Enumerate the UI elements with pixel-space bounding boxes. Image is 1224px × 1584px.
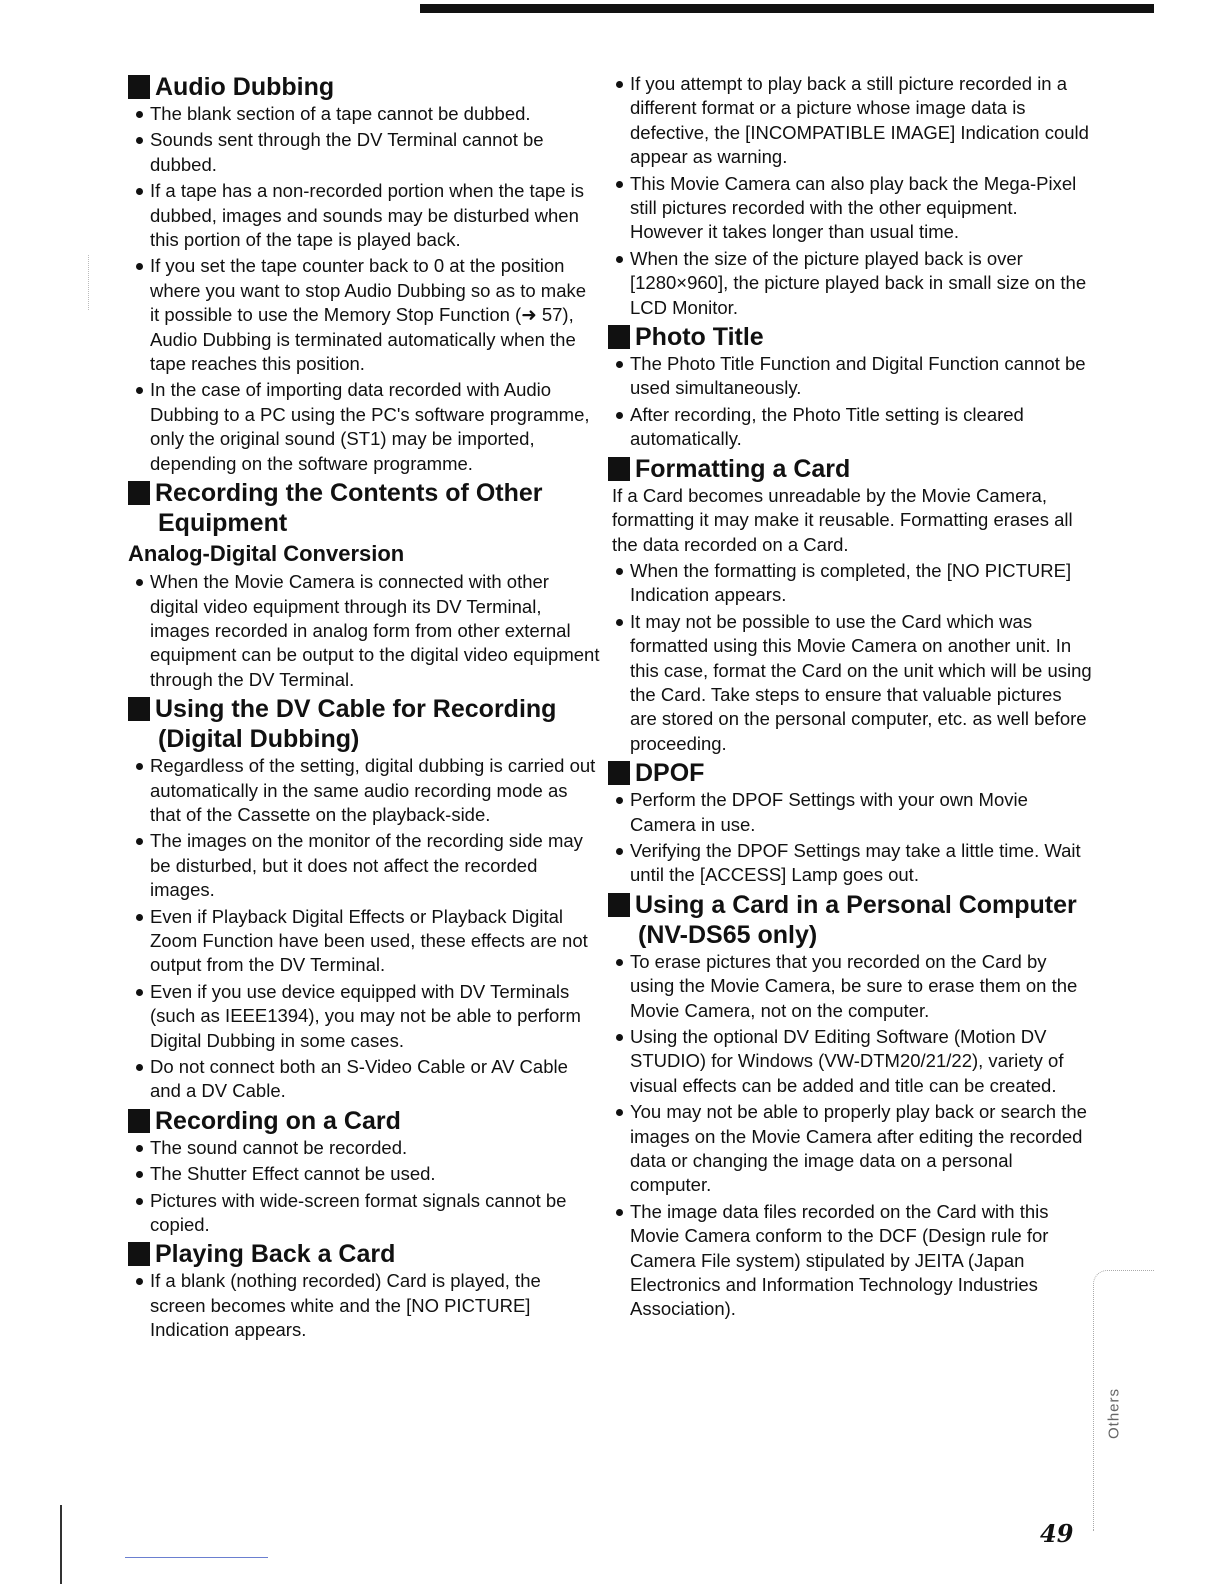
list-item: You may not be able to properly play back or search the images on the Movie Camera after editing the recorded data or changing the image data on a personal computer. — [608, 1100, 1092, 1198]
list-item: Even if you use device equipped with DV Terminals (such as IEEE1394), you may not be able to perform Digital Dubbing in some cases. — [128, 980, 600, 1053]
section-title: Photo Title — [608, 322, 1092, 352]
section-card-personal-computer — [608, 890, 1092, 1322]
list-item: The sound cannot be recorded. — [128, 1136, 600, 1160]
list-item: The Photo Title Function and Digital Function cannot be used simultaneously. — [608, 352, 1092, 401]
bullet-list — [128, 570, 600, 692]
list-item: When the Movie Camera is connected with other digital video equipment through its DV Terminal, images recorded in analog form from other external equipment can be output to the digital video equipment through the DV Terminal. — [128, 570, 600, 692]
section-audio-dubbing — [128, 72, 600, 476]
list-item: Pictures with wide-screen format signals cannot be copied. — [128, 1189, 600, 1238]
section-title: Recording on a Card — [128, 1106, 600, 1136]
bullet-list — [128, 1269, 600, 1342]
bullet-list — [608, 788, 1092, 888]
bullet-list — [608, 559, 1092, 756]
list-item: This Movie Camera can also play back the Mega-Pixel still pictures recorded with the other equipment. However it takes longer than usual time. — [608, 172, 1092, 245]
section-digital-dubbing — [128, 694, 600, 1104]
list-item: The Shutter Effect cannot be used. — [128, 1162, 600, 1186]
list-item: After recording, the Photo Title setting is cleared automatically. — [608, 403, 1092, 452]
list-item: In the case of importing data recorded with Audio Dubbing to a PC using the PC's software programme, only the original sound (ST1) may be imported, depending on the software programme. — [128, 378, 600, 476]
bottom-line — [125, 1557, 268, 1558]
square-bullet-icon — [128, 1242, 150, 1266]
section-title: DPOF — [608, 758, 1092, 788]
section-photo-title — [608, 322, 1092, 452]
bullet-list — [608, 352, 1092, 452]
list-item: If you attempt to play back a still picture recorded in a different format or a picture whose image data is defective, the [INCOMPATIBLE IMAGE] Indication could appear as warning. — [608, 72, 1092, 170]
right-column — [608, 72, 1092, 1324]
top-rule — [420, 4, 1154, 13]
left-margin-rule — [60, 1505, 62, 1584]
list-item: It may not be possible to use the Card which was formatted using this Movie Camera on another unit. In this case, format the Card on the unit which will be using the Card. Take steps to ensure that valuable pictures are stored on the personal computer, etc. as well before proceeding. — [608, 610, 1092, 756]
margin-mark — [88, 255, 90, 310]
section-recording-on-card — [128, 1106, 600, 1238]
bullet-list — [608, 72, 1092, 320]
bullet-list — [128, 754, 600, 1104]
side-tab — [1093, 1270, 1154, 1531]
bullet-list — [608, 950, 1092, 1322]
bullet-list — [128, 102, 600, 476]
section-dpof — [608, 758, 1092, 888]
section-title: Using a Card in a Personal Computer (NV-DS65 only) — [608, 890, 1092, 950]
list-item: The blank section of a tape cannot be dubbed. — [128, 102, 600, 126]
square-bullet-icon — [128, 481, 150, 505]
section-title: Recording the Contents of Other Equipment — [128, 478, 600, 538]
square-bullet-icon — [608, 893, 630, 917]
section-title: Audio Dubbing — [128, 72, 600, 102]
section-playing-back-card — [128, 1239, 600, 1342]
section-title: Playing Back a Card — [128, 1239, 600, 1269]
bullet-list — [128, 1136, 600, 1238]
square-bullet-icon — [128, 75, 150, 99]
list-item: Do not connect both an S-Video Cable or AV Cable and a DV Cable. — [128, 1055, 600, 1104]
square-bullet-icon — [608, 457, 630, 481]
list-item: Perform the DPOF Settings with your own Movie Camera in use. — [608, 788, 1092, 837]
list-item: If you set the tape counter back to 0 at the position where you want to stop Audio Dubbing so as to make it possible to use the Memory Stop Function (➜ 57), Audio Dubbing is terminated automatically when the tape reaches this position. — [128, 254, 600, 376]
list-item: Regardless of the setting, digital dubbing is carried out automatically in the same audio recording mode as that of the Cassette on the playback-side. — [128, 754, 600, 827]
list-item: The images on the monitor of the recording side may be disturbed, but it does not affect the recorded images. — [128, 829, 600, 902]
list-item: When the size of the picture played back is over [1280×960], the picture played back in small size on the LCD Monitor. — [608, 247, 1092, 320]
list-item: Sounds sent through the DV Terminal cannot be dubbed. — [128, 128, 600, 177]
list-item: Even if Playback Digital Effects or Playback Digital Zoom Function have been used, these effects are not output from the DV Terminal. — [128, 905, 600, 978]
section-playback-continued — [608, 72, 1092, 320]
list-item: Using the optional DV Editing Software (Motion DV STUDIO) for Windows (VW-DTM20/21/22), variety of visual effects can be added and title can be created. — [608, 1025, 1092, 1098]
list-item: If a tape has a non-recorded portion when the tape is dubbed, images and sounds may be disturbed when this portion of the tape is played back. — [128, 179, 600, 252]
square-bullet-icon — [128, 697, 150, 721]
square-bullet-icon — [128, 1109, 150, 1133]
list-item: To erase pictures that you recorded on the Card by using the Movie Camera, be sure to erase them on the Movie Camera, not on the computer. — [608, 950, 1092, 1023]
list-item: Verifying the DPOF Settings may take a little time. Wait until the [ACCESS] Lamp goes out. — [608, 839, 1092, 888]
section-formatting-card — [608, 454, 1092, 756]
square-bullet-icon — [608, 325, 630, 349]
side-tab-label: Others — [1105, 1388, 1123, 1440]
section-intro: If a Card becomes unreadable by the Movie Camera, formatting it may make it reusable. Formatting erases all the data recorded on a Card. — [612, 484, 1073, 555]
square-bullet-icon — [608, 761, 630, 785]
section-title: Formatting a Card — [608, 454, 1092, 484]
page-number: 49 — [1040, 1519, 1074, 1548]
section-subtitle: Analog-Digital Conversion — [128, 541, 405, 567]
list-item: The image data files recorded on the Card with this Movie Camera conform to the DCF (Design rule for Camera File system) stipulated by JEITA (Japan Electronics and Information Technology Industries Association). — [608, 1200, 1092, 1322]
list-item: If a blank (nothing recorded) Card is played, the screen becomes white and the [NO PICTURE] Indication appears. — [128, 1269, 600, 1342]
section-recording-contents — [128, 478, 600, 692]
list-item: When the formatting is completed, the [NO PICTURE] Indication appears. — [608, 559, 1092, 608]
left-column — [128, 72, 600, 1345]
section-title: Using the DV Cable for Recording (Digital Dubbing) — [128, 694, 600, 754]
